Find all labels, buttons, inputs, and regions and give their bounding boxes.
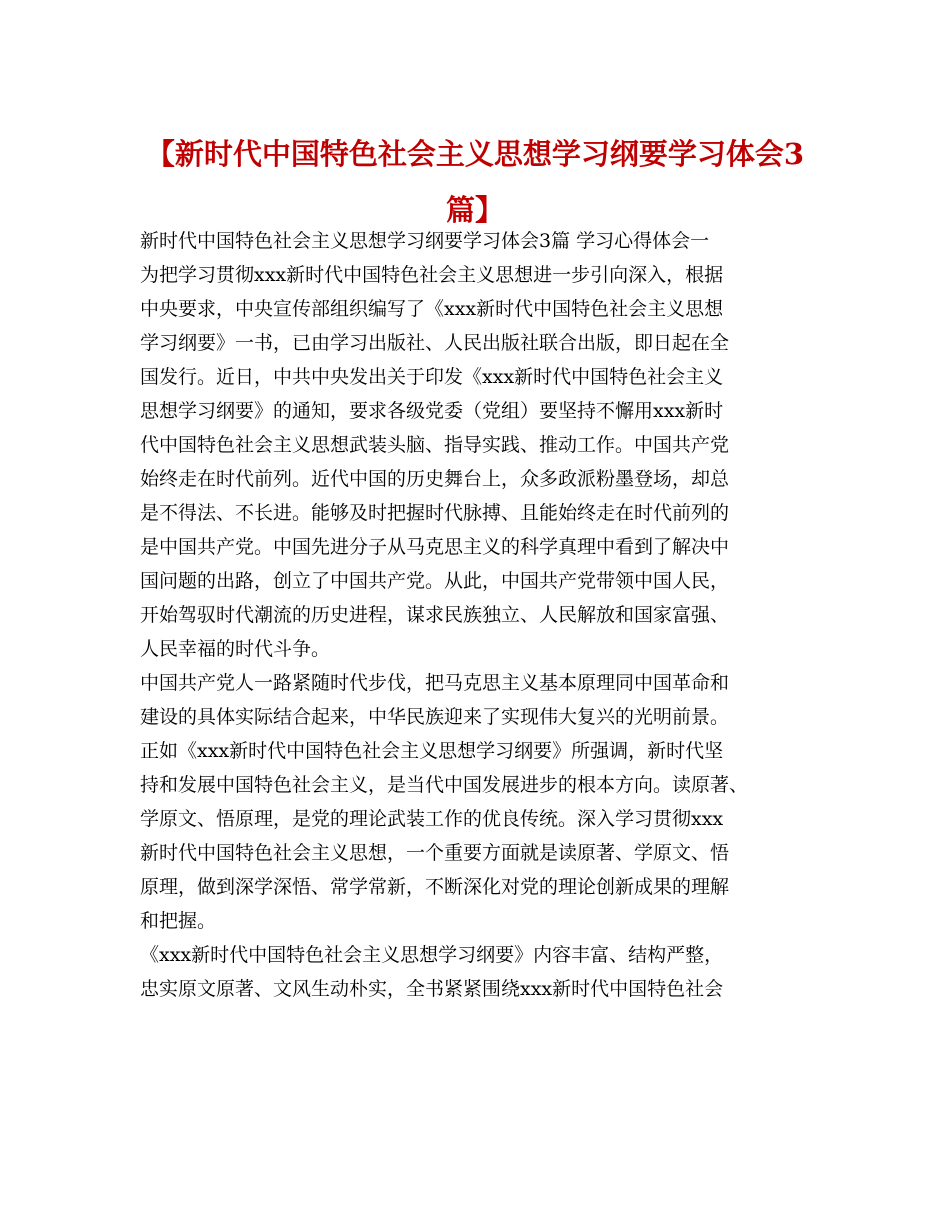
body-line: 正如《xxx新时代中国特色社会主义思想学习纲要》所强调，新时代坚: [140, 740, 724, 762]
body-line: 学习纲要》一书，已由学习出版社、人民出版社联合出版，即日起在全: [140, 332, 730, 354]
body-line: 学原文、悟原理，是党的理论武装工作的优良传统。深入学习贯彻xxx: [140, 808, 724, 830]
body-line: 是中国共产党。中国先进分子从马克思主义的科学真理中看到了解决中: [140, 536, 730, 558]
body-line: 代中国特色社会主义思想武装头脑、指导实践、推动工作。中国共产党: [140, 434, 730, 456]
body-line: 原理，做到深学深悟、常学常新，不断深化对党的理论创新成果的理解: [140, 876, 730, 898]
body-line: 始终走在时代前列。近代中国的历史舞台上，众多政派粉墨登场，却总: [140, 468, 730, 490]
body-line: 国问题的出路，创立了中国共产党。从此，中国共产党带领中国人民，: [140, 570, 730, 592]
body-line: 建设的具体实际结合起来，中华民族迎来了实现伟大复兴的光明前景。: [140, 706, 730, 728]
body-line: 国发行。近日，中共中央发出关于印发《xxx新时代中国特色社会主义: [140, 366, 724, 388]
body-line: 中央要求，中央宣传部组织编写了《xxx新时代中国特色社会主义思想: [140, 298, 724, 320]
body-line: 和把握。: [140, 910, 217, 932]
body-line: 人民幸福的时代斗争。: [140, 638, 331, 660]
document-title: [120, 126, 830, 238]
body-line: 思想学习纲要》的通知，要求各级党委（党组）要坚持不懈用xxx新时: [140, 400, 724, 422]
body-line: 忠实原文原著、文风生动朴实，全书紧紧围绕xxx新时代中国特色社会: [140, 978, 724, 1000]
body-line: 是不得法、不长进。能够及时把握时代脉搏、且能始终走在时代前列的: [140, 502, 730, 524]
body-line: 中国共产党人一路紧随时代步伐，把马克思主义基本原理同中国革命和: [140, 672, 730, 694]
body-line: 新时代中国特色社会主义思想，一个重要方面就是读原著、学原文、悟: [140, 842, 730, 864]
body-line: 为把学习贯彻xxx新时代中国特色社会主义思想进一步引向深入，根据: [140, 264, 724, 286]
document-body: [140, 224, 820, 1006]
title-line-2: 篇】: [445, 193, 504, 227]
body-line: 持和发展中国特色社会主义，是当代中国发展进步的根本方向。读原著、: [140, 774, 749, 796]
body-line: 开始驾驭时代潮流的历史进程，谋求民族独立、人民解放和国家富强、: [140, 604, 730, 626]
title-line-1: 【新时代中国特色社会主义思想学习纲要学习体会3: [145, 137, 805, 171]
body-line: 新时代中国特色社会主义思想学习纲要学习体会3篇 学习心得体会一: [140, 230, 710, 252]
body-line: 《xxx新时代中国特色社会主义思想学习纲要》内容丰富、结构严整，: [140, 944, 724, 966]
